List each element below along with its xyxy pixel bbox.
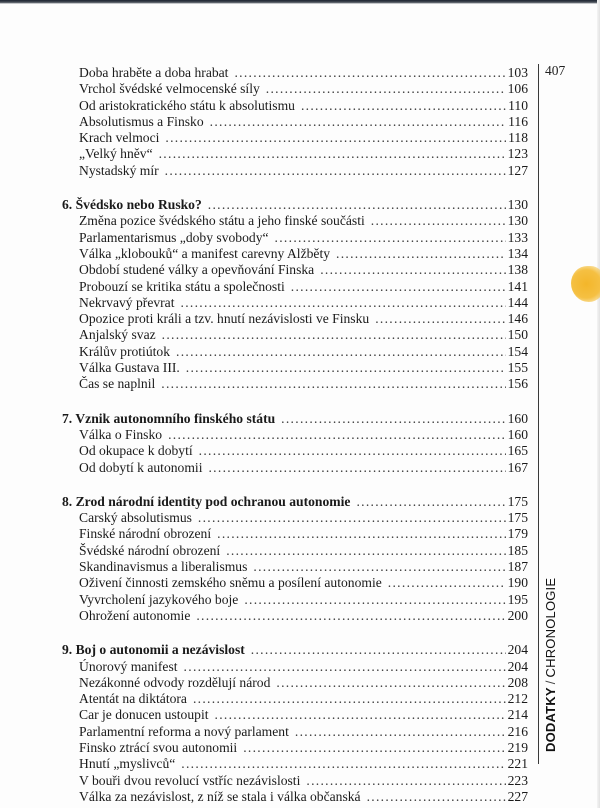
toc-entry-page: 116 <box>508 113 528 129</box>
page-number: 407 <box>545 63 566 78</box>
dot-leader <box>165 163 506 179</box>
toc-entry[interactable] <box>62 65 528 81</box>
toc-entry-page: 160 <box>507 426 528 442</box>
toc-entry[interactable] <box>62 526 528 542</box>
toc-entry[interactable] <box>62 130 528 146</box>
toc-entry-title: Ohrožení autonomie <box>79 607 191 623</box>
toc-entry-page: 221 <box>507 756 528 772</box>
running-head-separator: / <box>543 680 558 685</box>
toc-entry-page: 185 <box>507 542 528 558</box>
toc-entry-page: 127 <box>507 162 528 178</box>
dot-leader <box>295 724 506 740</box>
dot-leader <box>168 427 506 443</box>
toc-chapter-6 <box>62 197 528 393</box>
dot-leader <box>208 197 506 213</box>
toc-entry-page: 106 <box>507 81 528 97</box>
dot-leader <box>226 543 505 559</box>
toc-entry[interactable] <box>62 81 528 97</box>
toc-entry-title: Atentát na diktátora <box>79 691 187 707</box>
toc-entry-title: Čas se naplnil <box>79 376 156 392</box>
toc-entry[interactable] <box>62 311 528 327</box>
dot-leader <box>215 707 506 723</box>
dot-leader <box>181 756 505 772</box>
toc-chapter-7 <box>62 411 528 476</box>
toc-chapter-8 <box>62 494 528 624</box>
toc-entry[interactable] <box>62 740 528 756</box>
toc-entry-page: 216 <box>507 723 528 739</box>
toc-entry-page: 167 <box>507 459 528 475</box>
toc-entry-page: 130 <box>507 213 528 229</box>
dot-leader <box>291 279 506 295</box>
dot-leader <box>251 642 506 658</box>
dot-leader <box>367 789 506 805</box>
toc-entry-title: Únorový manifest <box>79 658 178 674</box>
toc-entry[interactable] <box>62 146 528 162</box>
dot-leader <box>234 65 505 81</box>
toc-entry[interactable] <box>62 230 528 246</box>
toc-entry[interactable] <box>62 279 528 295</box>
toc-entry[interactable] <box>62 443 528 459</box>
toc-entry-page: 155 <box>507 360 528 376</box>
dot-leader <box>371 213 506 229</box>
toc-entry[interactable] <box>62 543 528 559</box>
toc-entry-title: Od aristokratického státu k absolutismu <box>79 97 295 113</box>
toc-entry-page: 123 <box>507 146 528 162</box>
toc-entry-title: Krach velmoci <box>79 130 160 146</box>
toc-entry[interactable] <box>62 608 528 624</box>
toc-chapter-title: 9. Boj o autonomii a nezávislost <box>62 642 245 658</box>
toc-entry-page: 146 <box>507 311 528 327</box>
toc-chapter-heading[interactable] <box>62 494 528 510</box>
toc-entry-title: Nystadský mír <box>79 162 159 178</box>
toc-entry[interactable] <box>62 707 528 723</box>
toc-entry[interactable] <box>62 295 528 311</box>
toc-entry-title: V bouři dvou revolucí vstříc nezávislosti <box>79 772 301 788</box>
dot-leader <box>165 130 506 146</box>
dot-leader <box>306 773 505 789</box>
dot-leader <box>198 510 506 526</box>
dot-leader <box>356 494 505 510</box>
toc-entry-page: 150 <box>507 327 528 343</box>
toc-entry[interactable] <box>62 114 528 130</box>
toc-entry-page: 179 <box>507 526 528 542</box>
toc-entry[interactable] <box>62 246 528 262</box>
toc-entry-title: Švédské národní obrození <box>79 542 221 558</box>
toc-entry[interactable] <box>62 327 528 343</box>
toc-entry-title: Období studené války a opevňování Finska <box>79 262 315 278</box>
toc-entry-title: Probouzí se kritika státu a společnosti <box>79 278 285 294</box>
toc-entry-page: 214 <box>507 707 528 723</box>
toc-entry[interactable] <box>62 773 528 789</box>
toc-entry[interactable] <box>62 510 528 526</box>
toc-entry-title: Anjalský svaz <box>79 327 156 343</box>
toc-entry-page: 190 <box>507 575 528 591</box>
toc-entry-page: 144 <box>507 294 528 310</box>
dot-leader <box>244 592 505 608</box>
toc-entry-page: 118 <box>508 130 528 146</box>
toc-chapter-page: 175 <box>507 493 528 509</box>
dot-leader <box>253 559 505 575</box>
toc-entry-page: 138 <box>507 262 528 278</box>
toc-chapter-heading[interactable] <box>62 197 528 213</box>
dot-leader <box>161 376 505 392</box>
toc-entry-title: Změna pozice švédského státu a jeho finské součásti <box>79 213 365 229</box>
toc-entry-page: 227 <box>507 788 528 804</box>
toc-entry[interactable] <box>62 789 528 805</box>
toc-chapter-page: 160 <box>507 410 528 426</box>
toc-entry-title: Válka „klobouků“ a manifest carevny Alžběty <box>79 245 331 261</box>
toc-entry-page: 134 <box>507 245 528 261</box>
toc-entry[interactable] <box>62 376 528 392</box>
dot-leader <box>181 295 506 311</box>
dot-leader <box>159 146 506 162</box>
toc-entry[interactable] <box>62 213 528 229</box>
dot-leader <box>186 360 506 376</box>
toc-chapter-heading[interactable] <box>62 411 528 427</box>
toc-entry-title: Hnutí „myslivců“ <box>79 756 176 772</box>
toc-entry-title: Válka Gustava III. <box>79 360 180 376</box>
toc-entry[interactable] <box>62 163 528 179</box>
toc-entry-title: Nezákonné odvody rozdělují národ <box>79 674 271 690</box>
toc-entry-title: Absolutismus a Finsko <box>79 113 204 129</box>
toc-entry-page: 223 <box>507 772 528 788</box>
toc-entry-page: 110 <box>508 97 528 113</box>
margin-rule <box>538 64 539 764</box>
paper-stain <box>571 266 600 302</box>
toc-entry-title: Parlamentní reforma a nový parlament <box>79 723 289 739</box>
toc-entry-title: Vyvrcholení jazykového boje <box>79 591 239 607</box>
toc-entry[interactable] <box>62 344 528 360</box>
dot-leader <box>276 675 505 691</box>
toc-entry-title: Doba hraběte a doba hrabat <box>79 65 229 80</box>
toc-chapter-title: 7. Vznik autonomního finského státu <box>62 410 276 426</box>
toc-entry-page: 133 <box>507 229 528 245</box>
dot-leader <box>199 443 506 459</box>
dot-leader <box>301 98 506 114</box>
toc-entry[interactable] <box>62 675 528 691</box>
toc-entry-title: Opozice proti králi a tzv. hnutí nezávislosti ve Finsku <box>79 311 370 327</box>
dot-leader <box>388 575 506 591</box>
toc-entry[interactable] <box>62 460 528 476</box>
toc-entry[interactable] <box>62 575 528 591</box>
running-head-primary: DODATKY <box>543 687 558 752</box>
toc-entry-page: 154 <box>507 343 528 359</box>
toc-entry[interactable] <box>62 262 528 278</box>
toc-entry-title: Carský absolutismus <box>79 510 192 526</box>
toc-entry-page: 204 <box>507 658 528 674</box>
toc-entry-title: Králův protiútok <box>79 343 170 359</box>
toc-entry-page: 103 <box>507 65 528 80</box>
toc-entry-title: Finsko ztrácí svou autonomii <box>79 739 238 755</box>
table-of-contents <box>62 65 528 805</box>
toc-chapter-page: 130 <box>507 197 528 213</box>
toc-entry-page: 219 <box>507 739 528 755</box>
dot-leader <box>281 411 505 427</box>
dot-leader <box>375 311 505 327</box>
dot-leader <box>243 740 505 756</box>
toc-entry[interactable] <box>62 756 528 772</box>
toc-entry-page: 165 <box>507 443 528 459</box>
toc-entry-page: 141 <box>507 278 528 294</box>
toc-chapter-heading[interactable] <box>62 642 528 658</box>
toc-section-continued <box>62 65 528 179</box>
toc-chapter-page: 204 <box>507 642 528 658</box>
dot-leader <box>217 526 505 542</box>
dot-leader <box>320 262 505 278</box>
toc-entry[interactable] <box>62 360 528 376</box>
toc-entry-title: Vrchol švédské velmocenské síly <box>79 81 260 97</box>
toc-entry[interactable] <box>62 592 528 608</box>
toc-entry-title: Od okupace k dobytí <box>79 443 193 459</box>
dot-leader <box>162 327 506 343</box>
toc-chapter-title: 8. Zrod národní identity pod ochranou autonomie <box>62 493 351 509</box>
toc-entry-title: „Velký hněv“ <box>79 146 153 162</box>
toc-entry-page: 156 <box>507 376 528 392</box>
toc-entry[interactable] <box>62 659 528 675</box>
toc-entry-page: 212 <box>507 691 528 707</box>
toc-entry-title: Parlamentarismus „doby svobody“ <box>79 229 269 245</box>
toc-entry-title: Finské národní obrození <box>79 526 212 542</box>
toc-chapter-title: 6. Švédsko nebo Rusko? <box>62 197 202 213</box>
dot-leader <box>176 344 506 360</box>
toc-entry-page: 200 <box>507 607 528 623</box>
toc-entry[interactable] <box>62 724 528 740</box>
dot-leader <box>275 230 506 246</box>
scan-top-edge <box>0 0 600 4</box>
toc-entry-title: Válka o Finsko <box>79 426 163 442</box>
dot-leader <box>196 608 505 624</box>
toc-entry-title: Skandinavismus a liberalismus <box>79 559 248 575</box>
toc-entry[interactable] <box>62 691 528 707</box>
toc-entry[interactable] <box>62 98 528 114</box>
dot-leader <box>193 691 506 707</box>
toc-entry-page: 175 <box>507 510 528 526</box>
toc-entry-title: Car je donucen ustoupit <box>79 707 209 723</box>
dot-leader <box>184 659 506 675</box>
running-head <box>543 578 558 752</box>
toc-entry-title: Oživení činnosti zemského sněmu a posílení autonomie <box>79 575 382 591</box>
dot-leader <box>210 114 506 130</box>
toc-entry-title: Válka za nezávislost, z níž se stala i válka občanská <box>79 788 361 804</box>
toc-entry-title: Od dobytí k autonomii <box>79 459 203 475</box>
running-head-secondary: CHRONOLOGIE <box>543 577 558 678</box>
toc-entry-page: 208 <box>507 674 528 690</box>
dot-leader <box>208 460 505 476</box>
dot-leader <box>336 246 506 262</box>
toc-chapter-9 <box>62 642 528 805</box>
toc-entry-page: 187 <box>507 559 528 575</box>
toc-entry-page: 195 <box>507 591 528 607</box>
toc-entry[interactable] <box>62 559 528 575</box>
toc-entry[interactable] <box>62 427 528 443</box>
dot-leader <box>266 81 506 97</box>
toc-entry-title: Nekrvavý převrat <box>79 294 175 310</box>
